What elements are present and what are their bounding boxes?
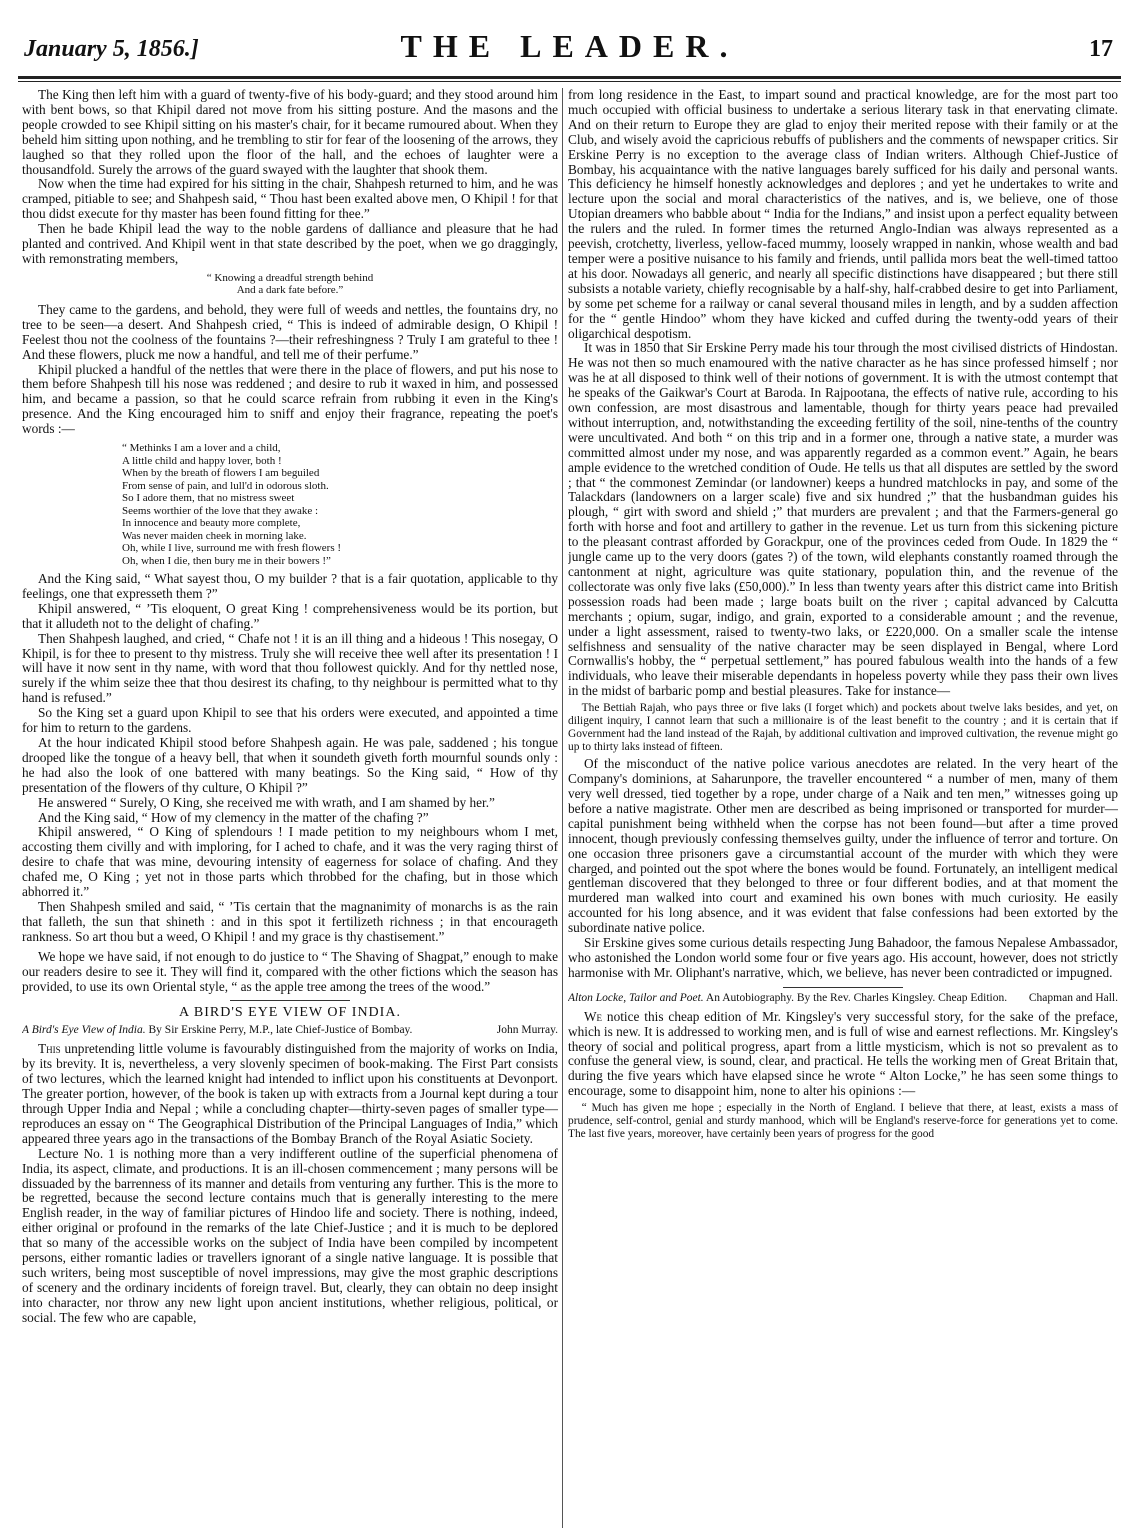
poem-line: “ Methinks I am a lover and a child, (122, 442, 281, 455)
epigraph-line: And a dark fate before.” (236, 284, 344, 297)
masthead-rule-thin (18, 81, 1121, 82)
paragraph: Then Shahpesh laughed, and cried, “ Chafe not ! it is an ill thing and a hideous ! This nosegay, O Khipil, is for thee to present to thy mistress. Truly she will receive thee well after its presentation ! I will have it now sent in thy name, with word that thou followest quickly. And for thy nettled nose, surely if the whim seize thee that thou desirest its chafing, to thy neighbour is permitted what to thy hand is refused.” (22, 630, 558, 706)
paragraph: Now when the time had expired for his sitting in the chair, Shahpesh returned to him, and he was cramped, pitiable to see; and Shahpesh said, “ Thou hast been exalted above men, O Khipil ! for that thou didst execute for thy master has been found fitting for thee.” (22, 176, 558, 222)
poem-line: From sense of pain, and lull'd in odorous sloth. (122, 479, 329, 492)
poem-line: A little child and happy lover, both ! (122, 454, 282, 467)
paragraph: Khipil plucked a handful of the nettles that were there in the place of flowers, and put his nose to them before Shahpesh till his nose was reddened ; and desire to rub it waxed in him, and possessed him, and became a passion, so that he could scarce refrain from rubbing it even in the King's presence. And the King encouraged him to sniff and enjoy their fragrance, repeating the poet's words :— (22, 361, 558, 437)
publisher: Chapman and Hall. (1028, 991, 1118, 1004)
paragraph: And the King said, “ How of my clemency in the matter of the chafing ?” (37, 809, 429, 825)
book-title: Alton Locke, Tailor and Poet. (568, 991, 704, 1004)
paragraph: Lecture No. 1 is nothing more than a very indifferent outline of the superficial phenomena of India, its aspect, climate, and productions. It is an ill-chosen commencement ; many persons will be dissuaded by the barrenness of its manner and details from venturing any further. This is the more to be regretted, because the second lecture contains much that is generally interesting to the mere English reader, in the way of familiar pictures of Hindoo life and society. There is nothing, indeed, either original or profound in the remarks of the late Chief-Justice ; and it is much to be deplored that so many of the accessible works on the subject of India have been compiled by incompetent persons, either romantic ladies or travellers ignorant of a single native language. It is possible that such writers, being most susceptible of novel impressions, may give the most graphic descriptions of scenery and the ordinary incidents of foreign travel. But, clearly, they can obtain no deep insight into character, nor throw any new light upon ancient institutions, whether religious, political, or social. The few who are capable, (22, 1145, 558, 1325)
poem (122, 442, 558, 567)
masthead (18, 14, 1121, 74)
paragraph-text: notice this cheap edition of Mr. Kingsley's very successful story, for the sake of the preface, which is new. It is addressed to working men, and is full of wise and earnest reflections. Mr. Kingsley's theory of social and political progress, apart from a little mysticism, which is not so prevalent as to confuse the general view, is sound, clear, and practical. He tells the working men of Great Britain that, during the five years which have elapsed since he wrote “ Alton Locke,” he has seen some things to encourage, some to disappoint him, none to alter his opinions :— (568, 1008, 1118, 1099)
review-heading: A BIRD'S EYE VIEW OF INDIA. (179, 1005, 401, 1021)
left-column (22, 88, 558, 1528)
book-title: A Bird's Eye View of India. (22, 1024, 146, 1037)
paragraph: from long residence in the East, to impart sound and practical knowledge, are for the most part too much occupied with official business to undertake a serious literary task in that enervating climate. And on their return to Europe they are glad to enjoy their merited repose with their family or at the Club, and wisely avoid the capricious rebuffs of publishers and the comments of newspaper critics. Sir Erskine Perry is no exception to the average class of Indian writers. Although Chief-Justice of Bombay, his acquaintance with the native languages barely sufficed for his daily and personal wants. This deficiency he himself honestly acknowledges and deplores ; and yet he undertakes to write and lecture upon the social and moral characteristics of the natives, and is, we believe, one of those Utopian dreamers who babble about “ India for the Indians,” and insist upon a perfect equality between the rulers and the ruled. In former times the returned Anglo-Indian was always represented as a peevish, crotchetty, liverless, yellow-faced mummy, loosely wrapped in nankin, whose wealth and bad temper were a positive nuisance to his family and friends, until pallida mors beat the well-timed tattoo at his door. Nowadays all generic, and nearly all specific distinctions have disappeared ; but there still subsists a notable variety, chiefly recognisable by a half-shy, half-crabbed desire to get into Parliament, by some pet scheme for a railway or canal several thousand miles in length, and by a sudden affection for the “ gentle Hindoo” whom they have kicked and cuffed during the twenty-odd years of their oligarchical despotism. (568, 88, 1118, 341)
right-column (568, 88, 1118, 1528)
paragraph-text: unpretending little volume is favourably distinguished from the majority of works on India, by its brevity. It is, nevertheless, a very slovenly specimen of book-making. The First Part consists of two lectures, which the learned knight had intended to inflict upon his constituents at Devonport. The greater portion, however, of the book is taken up with extracts from a Journal kept during a tour through Upper India and Nepal ; while a concluding chapter—thirty-seven pages of smaller type—reproduces an essay on “ The Geographical Distribution of the Principal Languages of India,” which appeared three years ago in the transactions of the Bombay Branch of the Royal Asiatic Society. (22, 1041, 558, 1146)
poem-line: Was never maiden cheek in morning lake. (122, 529, 307, 542)
masthead-rule (18, 76, 1121, 79)
poem-line: Oh, when I die, then bury me in their bowers !” (122, 554, 331, 567)
book-details: By Sir Erskine Perry, M.P., late Chief-Justice of Bombay. (148, 1024, 413, 1037)
poem-line: In innocence and beauty more complete, (122, 517, 301, 530)
issue-date: January 5, 1856.] (24, 36, 199, 62)
paragraph (568, 1010, 1118, 1099)
book-citation (22, 1024, 558, 1037)
paragraph: At the hour indicated Khipil stood before Shahpesh again. He was pale, saddened ; his tongue drooped like the tongue of a heavy bell, that when it soundeth giveth forth mournful sounds only : he had also the look of one battered with many beatings. So the King said, “ How of thy presentation of the flowers of thy culture, O Khipil ?” (22, 735, 558, 795)
paragraph: They came to the gardens, and behold, they were full of weeds and nettles, the fountains dry, no tree to be seen—a desert. And Shahpesh cried, “ This is indeed of admirable design, O Khipil ! Feelest thou not the coolness of the fountains ?—their refreshingness ? Truly I am grateful to thee ! And these flowers, pluck me now a handful, and tell me of their perfume.” (22, 301, 558, 362)
paragraph: The King then left him with a guard of twenty-five of his body-guard; and they stood around him with bent bows, so that Khipil dared not move from his sitting posture. And the masons and the people crowded to see Khipil sitting on his master's chair, for it became rumoured about. When they beheld him sitting upon nothing, and he trembling to stir for fear of the loosening of the arrows, they laughed so that they rolled upon the floor of the hall, and the echoes of laughter were a thousandfold. Surely the arrows of the guard swayed with the laughter that shook them. (22, 88, 558, 177)
citation-text (568, 992, 1007, 1005)
paragraph: Then he bade Khipil lead the way to the noble gardens of dalliance and pleasure that he had planted and contrived. And Khipil went in that state described by the poet, when we go draggingly, with remonstrating members, (22, 221, 558, 266)
newspaper-title: THE LEADER. (400, 28, 739, 64)
paragraph (22, 1042, 558, 1146)
page-number: 17 (1089, 36, 1113, 62)
block-quote: “ Much has given me hope ; especially in the North of England. I believe that there, at least, exists a mass of prudence, self-control, genial and sturdy manhood, which will be England's reserve-force for generations yet to come. The last five years, moreover, have certainly been years of progress for the good (568, 1102, 1118, 1141)
book-citation (568, 992, 1118, 1005)
epigraph-line: “ Knowing a dreadful strength behind (206, 271, 374, 284)
column-divider (562, 88, 563, 1528)
block-quote: The Bettiah Rajah, who pays three or five laks (I forget which) and pockets about twelve laks besides, and yet, on diligent inquiry, I cannot learn that such a millionaire is of the least benefit to the country ; and it is certain that if Government had the land instead of the Rajah, by additional cultivation and improved cultivation, the revenue might go up to thirty laks instead of fifteen. (568, 702, 1118, 754)
paragraph: And the King said, “ What sayest thou, O my builder ? that is a fair quotation, applicable to thy feelings, one that expresseth them ?” (22, 571, 558, 601)
section-divider (230, 1000, 350, 1001)
paragraph: Of the misconduct of the native police various anecdotes are related. In the very heart of the Company's dominions, at Saharunpore, the traveller encountered “ a number of men, many of them very well dressed, tied together by a rope, under charge of a Naik and ten men,” witnesses going up before a native magistrate. Other men are described as being imprisoned or transported for murder—capital punishment being withheld when the corpse has not been found—but after a time proved innocent, though previously confessing themselves guilty, under the influence of terror and torture. On one occasion three prisoners gave a circumstantial account of the murder with which they were charged, and pointed out the spot where the bones would be found. Fortunately, an intelligent medical gentleman discovered that they belonged to three or four different bodies, and at that moment the murdered man walked into court and examined his own bones with much curiosity. He easily accounted for his long absence, and it was evident that false confessions had been extorted by the subordinate native police. (568, 756, 1118, 936)
drop-word: We (583, 1008, 603, 1024)
poem-line: Oh, while I live, surround me with fresh flowers ! (122, 542, 342, 555)
paragraph: Khipil answered, “ ’Tis eloquent, O great King ! comprehensiveness would be its portion, but that it alludeth not to the delight of chafing.” (22, 600, 558, 631)
section-divider (783, 987, 903, 988)
book-details: An Autobiography. By the Rev. Charles Kingsley. Cheap Edition. (705, 991, 1008, 1004)
paragraph: Then Shahpesh smiled and said, “ ’Tis certain that the magnanimity of monarchs is as the rain that falleth, the sun that shineth : and in this spot it fertilizeth richness ; in that encourageth rankness. So art thou but a weed, O Khipil ! and my grace is thy chastisement.” (22, 898, 558, 944)
paragraph: Khipil answered, “ O King of splendours ! I made petition to my neighbours whom I met, accosting them civilly and with imploring, for I ached to chafe, and it was the very raging thirst of desire to chafe that was mine, devouring intensity of eagerness for solace of chafing. And they chafed me, O King ; yet not in those parts which throbbed for the chafing, but in those which abhorred it.” (22, 824, 558, 900)
paragraph: So the King set a guard upon Khipil to see that his orders were executed, and appointed a time for him to return to the gardens. (22, 705, 558, 736)
poem-line: When by the breath of flowers I am beguiled (122, 467, 320, 480)
paragraph: Sir Erskine gives some curious details respecting Jung Bahadoor, the famous Nepalese Ambassador, who astonished the London world some four or five years ago. His account, however, does not strictly harmonise with Mr. Oliphant's narrative, which, we believe, has never been contradicted or impugned. (568, 935, 1118, 980)
paragraph: He answered “ Surely, O King, she received me with wrath, and I am shamed by her.” (37, 794, 495, 810)
poem-line: So I adore them, that no mistress sweet (122, 492, 295, 505)
paragraph: We hope we have said, if not enough to do justice to “ The Shaving of Shagpat,” enough to make our readers desire to see it. They will find it, compared with the other fictions which the season has provided, to use its own Oriental style, “ as the apple tree among the trees of the wood.” (22, 948, 558, 994)
paragraph: It was in 1850 that Sir Erskine Perry made his tour through the most civilised districts of Hindostan. He was not then so much enamoured with the native character as he has since professed himself ; nor was he at all disposed to think well of their notions of government. It is with the utmost contempt that he speaks of the Gaikwar's Court at Baroda. In Rajpootana, the effects of native rule, according to his own confession, are most disastrous and lamentable, though for thirty years peace had prevailed without interruption, and, notwithstanding the exceeding fertility of the soil, nine-tenths of the country were uncultivated. And both “ on this trip and in a former one, through a native state, a murder was committed almost under my nose, and was apparently regarded as a common event.” Again, he bears ample evidence to the wretched condition of Oude. He tells us that all disputes are settled by the sword ; that “ the commonest Zemindar (or landowner) keeps a hundred matchlocks in pay, and some of the Talackdars (landowners on a larger scale) five and six hundred ;” that the husbandman guides his plough, “ girt with sword and shield ;” that murders are prevalent ; and that the Farmers-general go forth with horse and foot and artillery to gather in the revenue. Let us turn from this sickening picture to the pleasant contrast afforded by Gorackpur, one of the provinces ceded from Oude. In 1829 the “ jungle came up to the very doors (gates ?) of the town, wild elephants constantly roamed through the cantonment at night, agriculture was quite stationary, population thin, and the revenue of the collectorate was only five laks (£50,000).” In less than twenty years after this district came into British possession roads had been made ; large boats built on the river ; capital advanced by Calcutta merchants ; opium, sugar, indigo, and grain, exported to a considerable amount ; and the revenue, under a light assessment, raised to twenty-two laks, or £220,000. On a smaller scale the intense selfishness and sensuality of the native character may be seen displayed in Bengal, where Lord Cornwallis's hobby, the “ perpetual settlement,” has poured fabulous wealth into the hands of a few individuals, who leave their miserable dependants in hopeless poverty while they pass their own lives in the midst of barbaric pomp and bestial pleasures. Take for instance— (568, 340, 1118, 699)
citation-text (22, 1024, 412, 1037)
drop-word: This (37, 1041, 61, 1057)
poem-line: Seems worthier of the love that they awake : (122, 504, 319, 517)
epigraph (22, 272, 558, 297)
publisher: John Murray. (496, 1024, 558, 1037)
